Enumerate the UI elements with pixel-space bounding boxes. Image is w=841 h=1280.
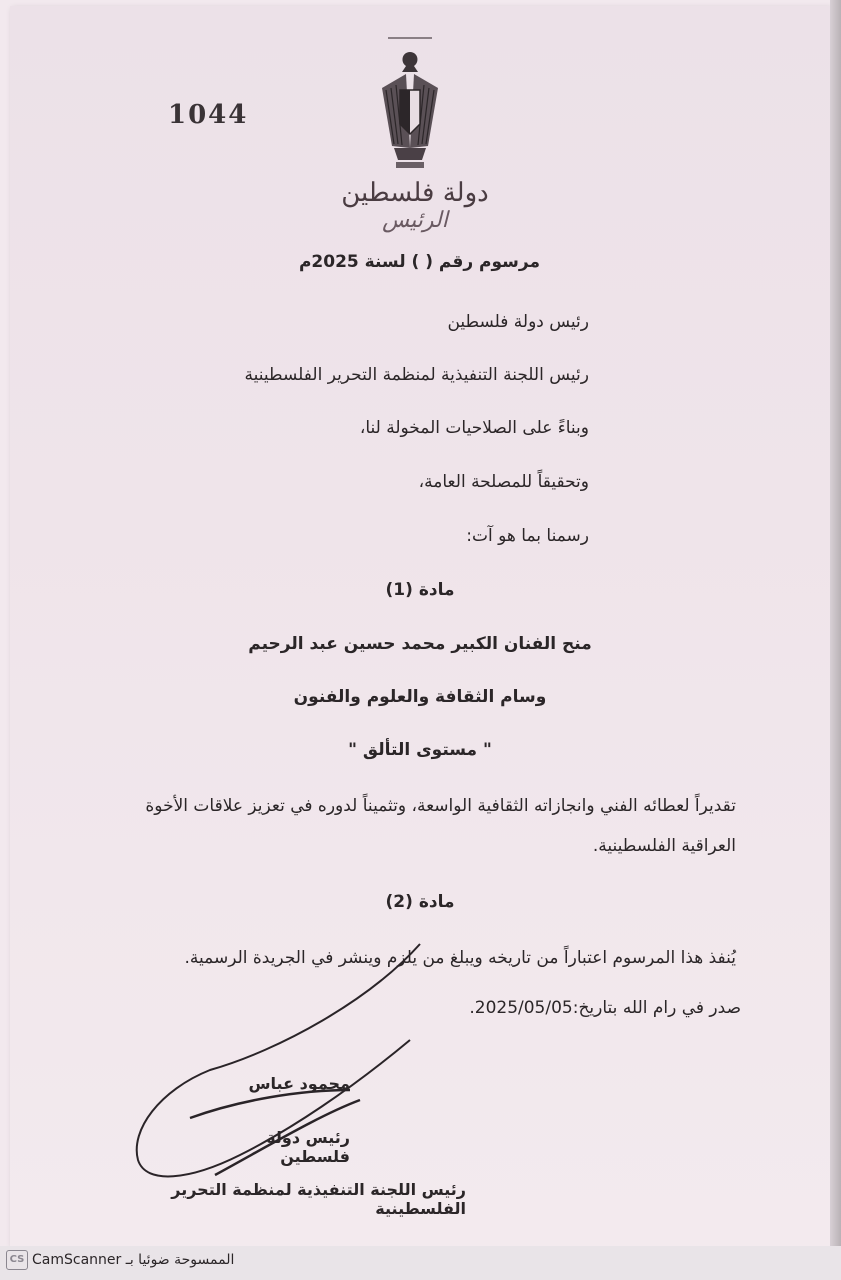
- article-1-line: وسام الثقافة والعلوم والفنون: [293, 687, 547, 707]
- article-2-heading: مادة (2): [385, 892, 455, 912]
- preamble-line: رئيس دولة فلسطين: [447, 312, 589, 332]
- decree-title: مرسوم رقم ( ) لسنة 2025م: [298, 252, 540, 272]
- article-2-text: يُنفذ هذا المرسوم اعتباراً من تاريخه ويبلغ من يلزم وينشر في الجريدة الرسمية.: [184, 948, 736, 968]
- presidency-heading: الرئيس: [382, 208, 448, 233]
- issue-date: صدر في رام الله بتاريخ:2025/05/05.: [469, 998, 741, 1018]
- page-edge-shadow: [830, 0, 841, 1280]
- serial-number: 1044: [168, 100, 249, 130]
- state-name-heading: دولة فلسطين: [341, 178, 489, 208]
- signatory-name: محمود عباس: [248, 1074, 350, 1093]
- article-1-text: تقديراً لعطائه الفني وانجازاته الثقافية الواسعة، وتثميناً لدوره في تعزيز علاقات الأخوة العراقية الفلسطينية.: [145, 796, 736, 856]
- camscanner-footer: [6, 1250, 234, 1270]
- signatory-title: رئيس دولة فلسطين: [266, 1128, 350, 1166]
- preamble-line: رئيس اللجنة التنفيذية لمنظمة التحرير الفلسطينية: [244, 365, 589, 385]
- signatory-title: رئيس اللجنة التنفيذية لمنظمة التحرير الفلسطينية: [171, 1180, 466, 1218]
- article-1-line: " مستوى التألق ": [348, 740, 492, 760]
- article-1-line: منح الفنان الكبير محمد حسين عبد الرحيم: [248, 634, 592, 654]
- preamble-line: وتحقيقاً للمصلحة العامة،: [418, 472, 589, 492]
- camscanner-label: الممسوحة ضوئيا بـ CamScanner: [32, 1252, 235, 1268]
- preamble-line: رسمنا بما هو آت:: [466, 526, 589, 546]
- article-1-heading: مادة (1): [385, 580, 455, 600]
- camscanner-logo-icon: CS: [6, 1250, 28, 1270]
- preamble-line: وبناءً على الصلاحيات المخولة لنا،: [359, 418, 589, 438]
- eagle-emblem-icon: [372, 28, 448, 188]
